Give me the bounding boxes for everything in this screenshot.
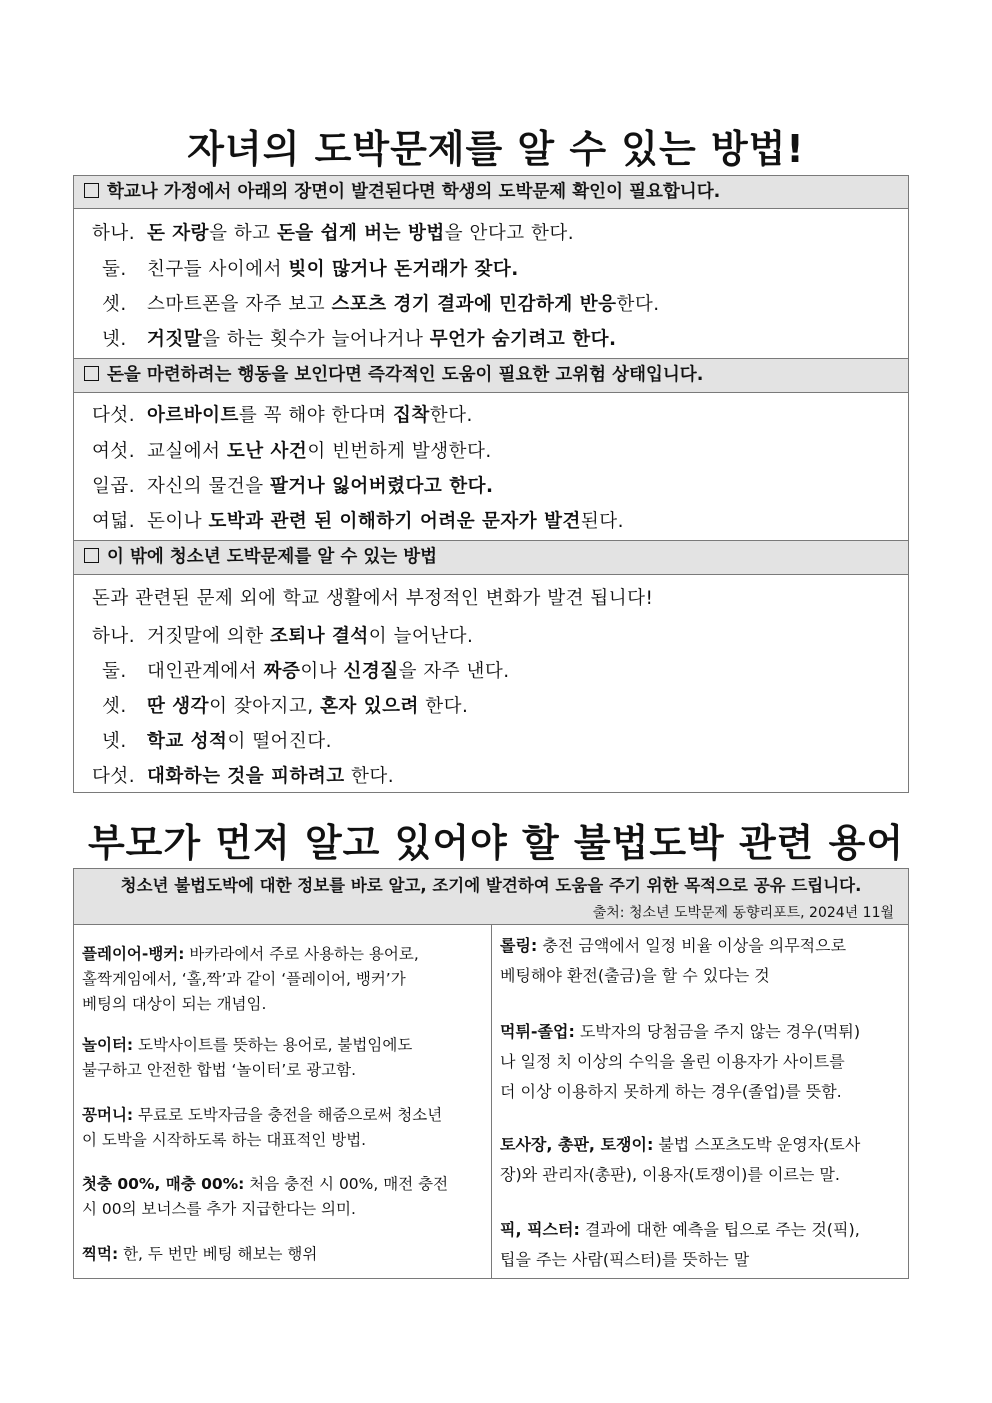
item-number: 둘. (102, 259, 127, 280)
list-item (92, 219, 574, 245)
text: 을 안다고 한다. (444, 223, 575, 244)
section-heading-text: 학교나 가정에서 아래의 장면이 발견된다면 학생의 도박문제 확인이 필요합니다. (107, 182, 721, 202)
page-title-1: 자녀의 도박문제를 알 수 있는 방법! (187, 127, 805, 171)
term-name: 놀이터: (82, 1036, 134, 1054)
text: 돈이나 (147, 511, 209, 532)
term-desc: 이 도박을 시작하도록 하는 대표적인 방법. (82, 1131, 367, 1149)
section-heading-text: 돈을 마련하려는 행동을 보인다면 즉각적인 도움이 필요한 고위험 상태입니다. (107, 365, 704, 385)
item-number: 여섯. (92, 441, 136, 462)
term-desc: 불법 스포츠도박 운영자(토사 (653, 1135, 861, 1154)
text: 거짓말에 의한 (147, 626, 270, 647)
list-item (102, 657, 510, 683)
item-number: 넷. (102, 731, 127, 752)
checkbox-icon (84, 183, 99, 198)
glossary-term (500, 1017, 900, 1107)
term-name: 찍먹: (82, 1245, 119, 1263)
page-title-2: 부모가 먼저 알고 있어야 할 불법도박 관련 용어 (87, 821, 905, 865)
bold-text: 돈을 쉽게 버는 방법 (276, 223, 445, 244)
bold-text: 빚이 많거나 돈거래가 잦다. (288, 259, 519, 280)
checkbox-icon (84, 366, 99, 381)
text: 이 빈번하게 발생한다. (307, 441, 492, 462)
bold-text: 팔거나 잃어버렸다고 한다. (270, 476, 494, 497)
term-desc: 도박사이트를 뜻하는 용어로, 불법임에도 (133, 1036, 413, 1054)
term-desc: 팁을 주는 사람(픽스터)를 뜻하는 말 (500, 1250, 750, 1269)
text: 된다. (580, 511, 624, 532)
term-name: 첫충 00%, 매충 00%: (82, 1175, 245, 1193)
term-desc: 불구하고 안전한 합법 ‘놀이터’로 광고함. (82, 1061, 357, 1079)
list-item (102, 290, 660, 316)
text: 이 잦아지고, (209, 696, 321, 717)
term-desc: 홀짝게임에서, ‘홀,짝’과 같이 ‘플레이어, 뱅커’가 (82, 970, 406, 988)
section-heading-2 (74, 358, 908, 393)
bold-text: 돈 자랑 (147, 223, 210, 244)
bold-text: 짜증 (263, 661, 301, 682)
term-name: 꽁머니: (82, 1106, 134, 1124)
term-desc: 무료로 도박자금을 충전을 해줌으로써 청소년 (133, 1106, 443, 1124)
bold-text: 신경질 (343, 661, 399, 682)
checkbox-icon (84, 548, 99, 563)
section-lead: 돈과 관련된 문제 외에 학교 생활에서 부정적인 변화가 발견 됩니다! (92, 588, 654, 609)
list-item (92, 401, 473, 427)
signs-box (73, 175, 909, 793)
item-number: 셋. (102, 696, 127, 717)
text: 한다. (344, 766, 395, 787)
term-desc: 바카라에서 주로 사용하는 용어로, (184, 945, 419, 963)
glossary-term (500, 931, 900, 991)
list-item (92, 762, 394, 788)
item-number: 다섯. (92, 405, 136, 426)
text: 을 하는 횟수가 늘어나거나 (202, 329, 430, 350)
glossary-term (500, 1130, 900, 1190)
item-number: 하나. (92, 223, 136, 244)
item-number: 일곱. (92, 476, 136, 497)
glossary-term (82, 1103, 482, 1153)
glossary-intro: 청소년 불법도박에 대한 정보를 바로 알고, 조기에 발견하여 도움을 주기 위한 목적으로 공유 드립니다. (120, 876, 862, 895)
item-number: 둘. (102, 661, 127, 682)
bold-text: 집착 (392, 405, 430, 426)
section-heading-3 (74, 540, 908, 575)
bold-text: 대화하는 것을 피하려고 (147, 766, 345, 787)
item-number: 다섯. (92, 766, 136, 787)
text: 대인관계에서 (147, 661, 264, 682)
text: 한다. (616, 294, 660, 315)
term-name: 롤링: (500, 936, 538, 955)
item-number: 하나. (92, 626, 136, 647)
term-desc: 나 일정 치 이상의 수익을 올린 이용자가 사이트를 (500, 1052, 845, 1071)
list-item (92, 437, 492, 463)
glossary-term (82, 942, 482, 1017)
column-divider (491, 925, 492, 1278)
term-desc: 더 이상 이용하지 못하게 하는 경우(졸업)를 뜻함. (500, 1082, 842, 1101)
item-number: 여덟. (92, 511, 136, 532)
bold-text: 거짓말 (147, 329, 203, 350)
text: 이 떨어진다. (227, 731, 333, 752)
text: 스마트폰을 자주 보고 (147, 294, 332, 315)
term-desc: 베팅의 대상이 되는 개념임. (82, 995, 267, 1013)
list-item (102, 692, 468, 718)
text: 한다. (418, 696, 469, 717)
term-desc: 충전 금액에서 일정 비율 이상을 의무적으로 (537, 936, 847, 955)
text: 를 꼭 해야 한다며 (238, 405, 393, 426)
bold-text: 조퇴나 결석 (270, 626, 369, 647)
term-desc: 베팅해야 환전(출금)을 할 수 있다는 것 (500, 966, 770, 985)
term-desc: 한, 두 번만 베팅 해보는 행위 (118, 1245, 318, 1263)
list-item (92, 507, 624, 533)
text: 친구들 사이에서 (147, 259, 289, 280)
bold-text: 도난 사건 (226, 441, 308, 462)
term-name: 먹튀-졸업: (500, 1022, 575, 1041)
glossary-term (82, 1242, 482, 1267)
text: 한다. (429, 405, 473, 426)
list-item (102, 727, 332, 753)
section-heading-text: 이 밖에 청소년 도박문제를 알 수 있는 방법 (107, 547, 438, 567)
term-desc: 처음 충전 시 00%, 매전 충전 (244, 1175, 449, 1193)
bold-text: 학교 성적 (147, 731, 228, 752)
item-number: 넷. (102, 329, 127, 350)
term-desc: 장)와 관리자(총판), 이용자(토쟁이)를 이르는 말. (500, 1165, 840, 1184)
text: 을 자주 낸다. (398, 661, 510, 682)
list-item (92, 622, 473, 648)
text: 이 늘어난다. (368, 626, 474, 647)
term-name: 플레이어-뱅커: (82, 945, 185, 963)
list-item (102, 325, 616, 351)
term-desc: 시 00의 보너스를 추가 지급한다는 의미. (82, 1200, 356, 1218)
glossary-source: 출처: 청소년 도박문제 동향리포트, 2024년 11월 (592, 905, 894, 921)
bold-text: 스포츠 경기 결과에 민감하게 반응 (331, 294, 617, 315)
bold-text: 혼자 있으려 (320, 696, 419, 717)
text: 이나 (300, 661, 344, 682)
text: 교실에서 (147, 441, 227, 462)
term-desc: 도박자의 당첨금을 주지 않는 경우(먹튀) (574, 1022, 861, 1041)
term-name: 토사장, 총판, 토쟁이: (500, 1135, 654, 1154)
bold-text: 무언가 숨기려고 한다. (429, 329, 617, 350)
section-heading-1 (74, 176, 908, 209)
bold-text: 아르바이트 (147, 405, 239, 426)
text: 자신의 물건을 (147, 476, 270, 497)
term-name: 픽, 픽스터: (500, 1220, 580, 1239)
glossary-term (82, 1033, 482, 1083)
list-item (102, 255, 519, 281)
bold-text: 도박과 관련 된 이해하기 어려운 문자가 발견 (208, 511, 581, 532)
glossary-term (500, 1215, 900, 1275)
item-number: 셋. (102, 294, 127, 315)
list-item (92, 472, 494, 498)
text: 을 하고 (209, 223, 277, 244)
bold-text: 딴 생각 (147, 696, 210, 717)
glossary-header (74, 869, 908, 925)
glossary-box (73, 868, 909, 1279)
term-desc: 결과에 대한 예측을 팁으로 주는 것(픽), (579, 1220, 860, 1239)
glossary-term (82, 1172, 482, 1222)
